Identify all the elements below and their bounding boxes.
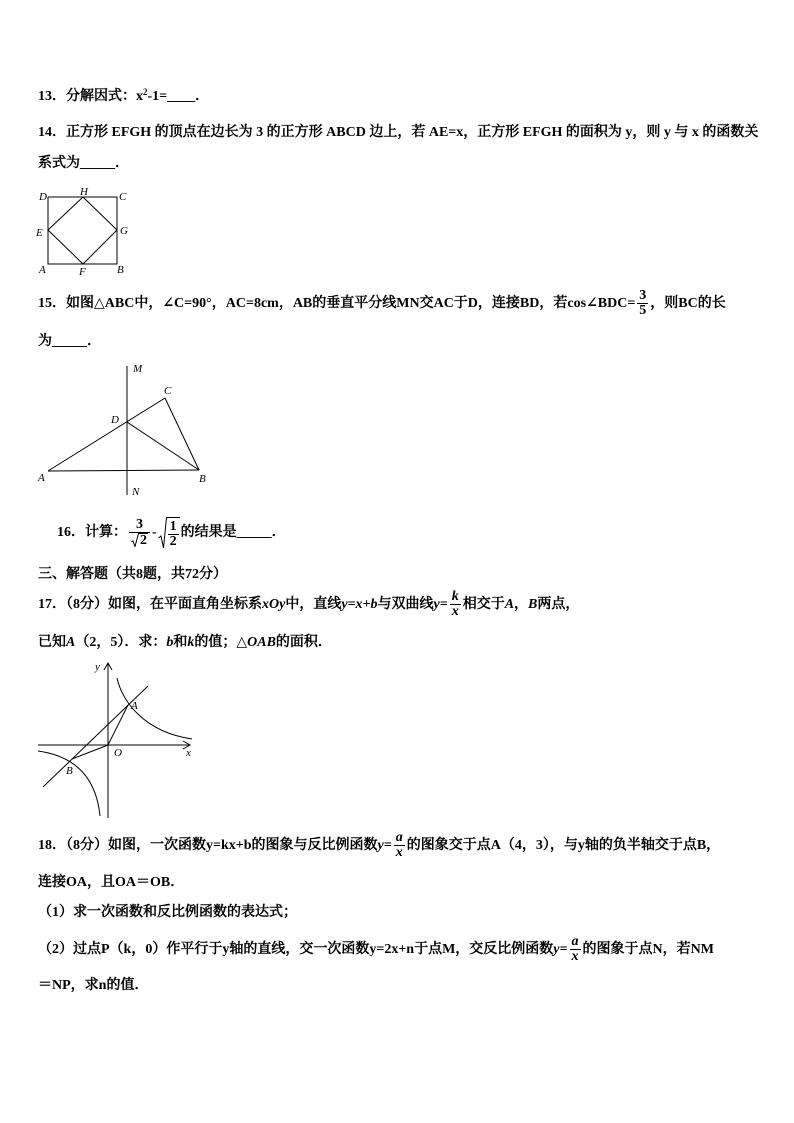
question-17-line-1 [38, 589, 580, 620]
outer-square-abcd [48, 197, 117, 264]
q14-square-figure [36, 186, 136, 280]
label-e: E [36, 227, 43, 239]
label-a: A [38, 472, 45, 484]
q17-text: 和 [173, 635, 188, 650]
q17-var: A [66, 635, 76, 650]
question-17-line-2 [38, 634, 332, 652]
q18-fraction [570, 935, 581, 964]
q17-denominator: x [451, 604, 459, 620]
label-a: A [39, 264, 46, 276]
q16-small-radicand: 2 [140, 533, 147, 549]
question-15-line-2: 为_____． [38, 334, 101, 349]
label-c: C [119, 191, 127, 203]
q13-text: 13．分解因式：x [38, 89, 143, 104]
q17-text: 与双曲线 [377, 597, 434, 612]
q17-text: ， [514, 597, 529, 612]
q17-text: 相交于 [462, 597, 505, 612]
q17-text: 两点， [537, 597, 580, 612]
label-d: D [111, 414, 119, 426]
label-h: H [80, 186, 88, 198]
q16-fraction-2-denominator: 2 [169, 533, 177, 549]
q15-text: 15．如图△ABC中，∠C=90°，AC=8cm，AB的垂直平分线MN交AC于D，连接BD，若cos∠BDC= [38, 296, 636, 311]
q16-radicand [167, 517, 180, 549]
q18-text: （2）过点P（k，0）作平行于y轴的直线，交一次函数y=2x+n于点M，交反比例函数 [38, 942, 554, 957]
q16-minus: - [152, 525, 157, 540]
q16-large-radical [158, 517, 180, 549]
label-y: y [95, 661, 100, 673]
question-16 [57, 517, 286, 549]
q17-var: k [187, 635, 195, 650]
q17-text: 中，直线 [285, 597, 342, 612]
q16-fraction-1 [129, 518, 150, 547]
q17-var: A [504, 597, 515, 612]
question-14-line-1: 14．正方形 EFGH 的顶点在边长为 3 的正方形 ABCD 边上，若 AE=x，正方形 EFGH 的面积为 y，则 y 与 x 的函数关 [38, 125, 759, 140]
q17-fraction [450, 590, 461, 619]
label-g: G [120, 225, 128, 237]
q16-text-end: 的结果是_____． [180, 525, 286, 540]
label-x: x [186, 747, 191, 759]
segment-ob [72, 745, 108, 759]
question-18-part-1: （1）求一次函数和反比例函数的表达式； [38, 905, 297, 920]
question-18-part-2-line-1 [38, 934, 714, 965]
q13-text-end: -1=____． [147, 89, 210, 104]
label-c: C [164, 385, 172, 397]
label-b: B [199, 473, 206, 485]
question-18-line-1 [38, 830, 721, 861]
q18-var: y= [553, 942, 568, 957]
question-13 [38, 88, 209, 106]
q17-coordinate-figure [34, 656, 200, 824]
q16-small-radical [131, 533, 148, 547]
question-18-part-2-line-2: ＝NP，求n的值． [38, 978, 149, 993]
label-b: B [66, 765, 73, 777]
segment-oa [108, 705, 128, 745]
q15-denominator: 5 [639, 303, 647, 319]
q17-var: xOy [262, 597, 286, 612]
q13-exponent: 2 [143, 87, 148, 97]
q17-text: 17．（8分）如图，在平面直角坐标系 [38, 597, 262, 612]
q18-numerator: a [571, 934, 579, 950]
q18-denominator: x [571, 949, 579, 965]
radical-sign-icon [158, 517, 167, 549]
q15-numerator: 3 [639, 288, 647, 304]
question-18-line-2: 连接OA，且OA＝OB． [38, 875, 185, 890]
q17-text: 已知 [38, 635, 66, 650]
q16-fraction-1-denominator [129, 533, 150, 547]
q18-fraction [394, 831, 405, 860]
q17-var: y= [433, 597, 448, 612]
q17-text: （2，5）．求： [75, 635, 167, 650]
q17-numerator: k [451, 589, 459, 605]
label-b: B [117, 264, 124, 276]
q16-text: 16．计算： [57, 525, 127, 540]
question-15-line-1 [38, 288, 726, 319]
q18-denominator: x [395, 845, 403, 861]
q15-triangle-figure [36, 360, 214, 498]
hyperbola-upper-branch [117, 678, 192, 739]
label-o: O [114, 747, 122, 759]
q18-var: y= [377, 838, 392, 853]
label-m: M [133, 363, 143, 375]
q18-text: 18．（8分）如图，一次函数y=kx+b的图象与反比例函数 [38, 838, 378, 853]
q15-fraction [637, 289, 648, 318]
q18-text: 的图象交于点A（4，3），与y轴的负半轴交于点B， [406, 838, 721, 853]
q18-numerator: a [395, 830, 403, 846]
label-f: F [79, 266, 86, 278]
label-n: N [132, 486, 140, 498]
q15-text-end: ，则BC的长 [650, 296, 726, 311]
q17-var: b [166, 635, 174, 650]
segment-ac [48, 398, 165, 471]
label-d: D [39, 191, 47, 203]
label-a: A [131, 700, 138, 712]
inner-square-efgh [48, 197, 117, 264]
q18-text: 的图象于点N，若NM [582, 942, 714, 957]
segment-ab [48, 470, 199, 471]
q17-text: 的面积． [275, 635, 332, 650]
question-14-line-2: 系式为_____． [38, 156, 129, 171]
q16-fraction-2-numerator: 1 [169, 518, 177, 534]
q17-var: y=x+b [341, 597, 378, 612]
radical-sign-icon [131, 533, 139, 547]
q16-fraction-1-numerator: 3 [129, 518, 150, 533]
q16-fraction-2 [168, 520, 179, 549]
section-3-heading: 三、解答题（共8题，共72分） [38, 567, 227, 582]
q17-var: OAB [247, 635, 276, 650]
q17-text: 的值；△ [194, 635, 248, 650]
q17-var: B [528, 597, 538, 612]
